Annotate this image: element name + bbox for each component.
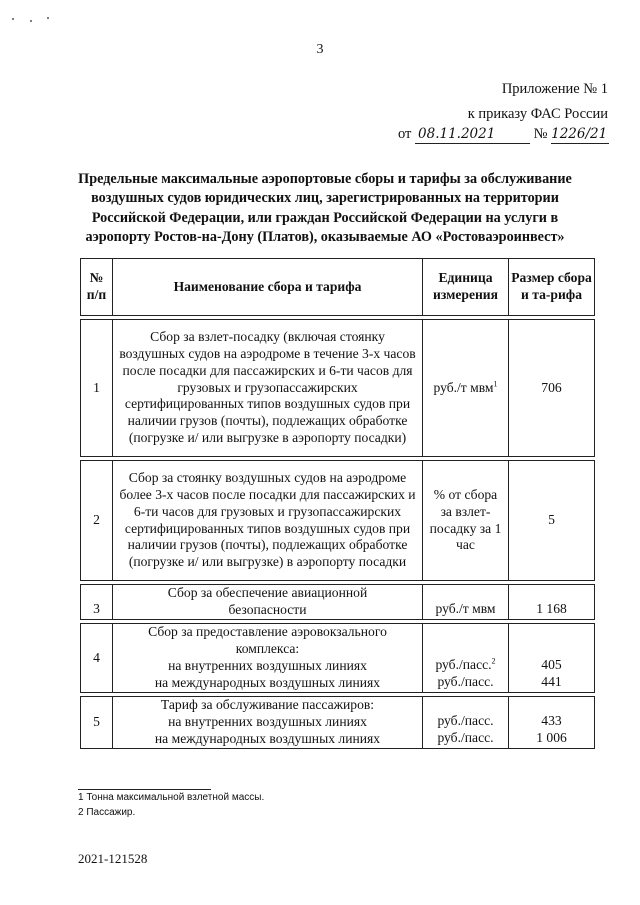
row-unit: руб./т мвм bbox=[422, 584, 508, 620]
row-num: 3 bbox=[80, 584, 112, 620]
order-date: 08.11.2021 bbox=[418, 126, 496, 142]
row-title: Тариф за обслуживание пассажиров: bbox=[160, 697, 375, 713]
document-number: 2021-121528 bbox=[78, 851, 148, 866]
row-num: 2 bbox=[80, 460, 112, 581]
tariffs-table bbox=[80, 255, 595, 752]
scan-speck bbox=[47, 17, 49, 19]
table-row bbox=[80, 460, 595, 581]
date-prefix: от bbox=[398, 126, 412, 142]
scan-speck bbox=[30, 20, 32, 22]
row-name bbox=[112, 623, 422, 693]
footnote: 2 Пассажир. bbox=[78, 807, 136, 818]
table-row bbox=[80, 319, 595, 457]
row-num: 4 bbox=[80, 623, 112, 693]
sub-row-label: на международных воздушных линиях bbox=[154, 730, 381, 746]
page-number: 3 bbox=[316, 42, 324, 57]
table-row bbox=[80, 623, 595, 693]
document-title: Предельные максимальные аэропортовые сборы и тарифы за обслуживание воздушных судов юридических лиц, зарегистрированных на территории Российской Федерации, или граждан Российской Федерации на услуги в аэропорту Ростов-на-Дону (Платов), оказываемые АО «Ростоваэроинвест» bbox=[78, 171, 572, 245]
sub-row-label: на международных воздушных линиях bbox=[154, 674, 381, 690]
row-unit: руб./т мвм$^1$ bbox=[422, 319, 508, 457]
row-value: 5 bbox=[508, 460, 595, 581]
sub-row-label: на внутренних воздушных линиях bbox=[168, 714, 367, 730]
row-name: Сбор за взлет-посадку (включая стоянку воздушных судов на аэродроме в течение 3-х часов после посадки для пассажирских и 6-ти часов для грузовых и грузопассажирских сертифицированных типов воздушных судов при наличии грузов (почты), подлежащих обработке (погрузке и/ или выгрузке в аэропорту посадки) bbox=[112, 319, 422, 457]
scan-speck bbox=[12, 18, 14, 20]
order-reference: к приказу ФАС России bbox=[467, 106, 608, 122]
footnote: 1 Тонна максимальной взлетной массы. bbox=[78, 792, 265, 803]
row-unit: % от сбора за взлет-посадку за 1 час bbox=[422, 460, 508, 581]
table-row bbox=[80, 584, 595, 620]
footnote-separator bbox=[78, 789, 211, 790]
row-unit: руб./пасс.$^2$ руб./пасс. bbox=[422, 623, 508, 693]
row-title: Сбор за предоставление аэровокзального комплекса: bbox=[148, 624, 387, 657]
row-name: Сбор за обеспечение авиационной безопасности bbox=[112, 584, 422, 620]
row-name bbox=[112, 696, 422, 749]
header-num: № п/п bbox=[80, 258, 112, 316]
header-name: Наименование сбора и тарифа bbox=[112, 258, 422, 316]
row-value: 405 441 bbox=[508, 623, 595, 693]
row-name: Сбор за стоянку воздушных судов на аэродроме более 3-х часов после посадки для пассажирских и 6-ти часов для грузовых и грузопассажирских сертифицированных типов воздушных судов при наличии грузов (почты), подлежащих обработке (погрузке и/ или выгрузке) в аэропорту посадки bbox=[112, 460, 422, 581]
number-prefix: № bbox=[533, 126, 548, 142]
row-value: 706 bbox=[508, 319, 595, 457]
row-num: 1 bbox=[80, 319, 112, 457]
row-value: 433 1 006 bbox=[508, 696, 595, 749]
table-header-row bbox=[80, 258, 595, 316]
header-unit: Единица измерения bbox=[422, 258, 508, 316]
appendix-line: Приложение № 1 bbox=[501, 81, 608, 97]
row-num: 5 bbox=[80, 696, 112, 749]
order-date-number bbox=[398, 126, 609, 144]
table-row bbox=[80, 696, 595, 749]
sub-row-label: на внутренних воздушных линиях bbox=[168, 658, 367, 673]
row-unit: руб./пасс. руб./пасс. bbox=[422, 696, 508, 749]
header-size: Размер сбора и та-рифа bbox=[508, 258, 595, 316]
row-value: 1 168 bbox=[508, 584, 595, 620]
order-number: 1226/21 bbox=[551, 126, 608, 142]
